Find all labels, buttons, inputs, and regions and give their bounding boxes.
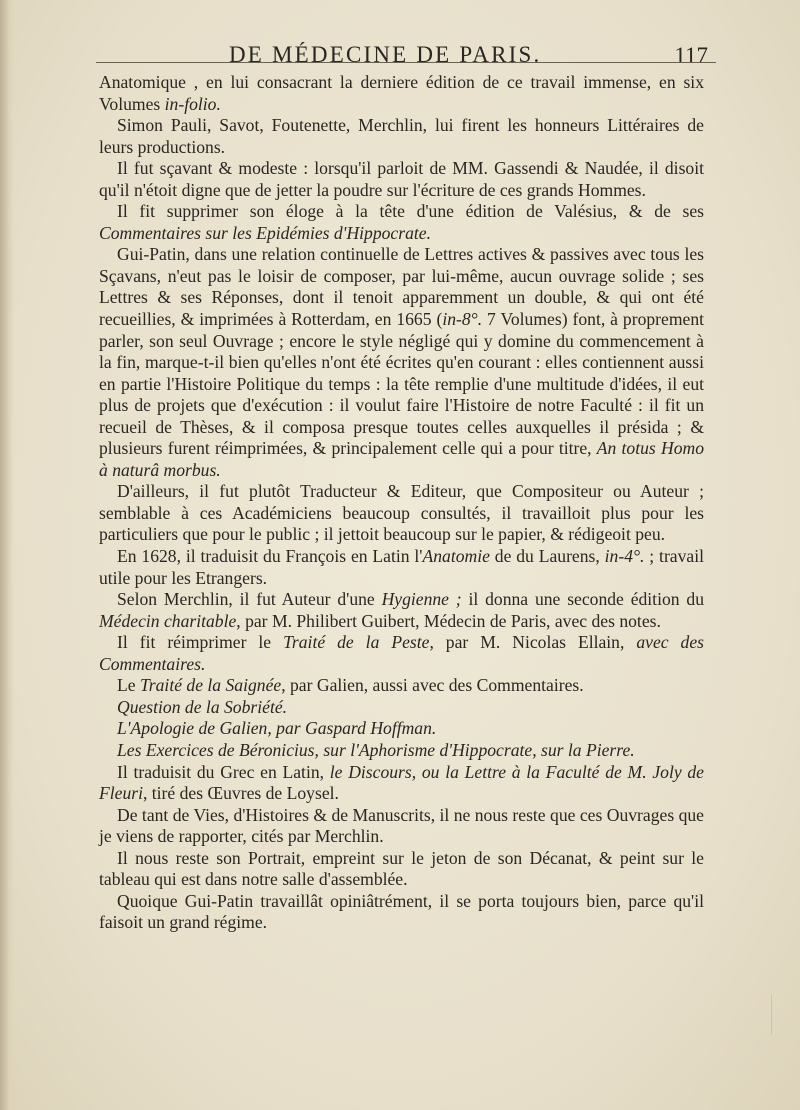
paragraph bbox=[99, 589, 704, 632]
paragraph bbox=[99, 546, 704, 589]
text-run: Il nous reste son Portrait, empreint sur le jeton de son Décanat, & peint sur le tableau qui est dans notre salle d'assemblée. bbox=[99, 847, 704, 890]
text-run: , par M. Nicolas Ellain, bbox=[429, 632, 637, 653]
italic-text: Question de la Sobriété. bbox=[117, 696, 288, 717]
paragraph bbox=[99, 675, 704, 697]
text-run: Anatomique , en lui consacrant la derniere édition de ce travail immense, en six Volumes bbox=[99, 72, 704, 114]
italic-text: avec des Commentaires. bbox=[99, 632, 704, 674]
italic-text: in-4°. bbox=[604, 546, 645, 567]
italic-text: L'Apologie de Galien, par Gaspard Hoffman. bbox=[117, 718, 437, 739]
text-run: D'ailleurs, il fut plutôt Traducteur & Editeur, que Compositeur ou Auteur ; semblable à ces Académiciens beaucoup consultés, il travailloit plus pour les particuliers que pour le public ; il jettoit beaucoup sur le papier, & rédigeoit peu. bbox=[99, 481, 704, 545]
paragraph bbox=[99, 697, 704, 719]
italic-text: Hygienne ; bbox=[381, 589, 462, 610]
italic-text: Traité de la Peste bbox=[283, 632, 430, 653]
text-run: Selon Merchlin, il fut Auteur d'une bbox=[117, 589, 382, 610]
text-run: , par M. Philibert Guibert, Médecin de Paris, avec des notes. bbox=[236, 610, 661, 631]
running-title: DE MÉDECINE DE PARIS. bbox=[229, 42, 542, 67]
text-run: Il traduisit du Grec en Latin, bbox=[117, 761, 330, 782]
paragraph bbox=[99, 718, 704, 740]
paper-mark bbox=[755, 995, 772, 1035]
paragraph bbox=[99, 115, 704, 158]
paragraph bbox=[99, 244, 704, 481]
text-run: Gui-Patin, dans une relation continuelle de Lettres actives & passives avec tous les Sçavans, n'eut pas le loisir de composer, par lui-même, aucun ouvrage solide ; ses Lettres & ses Réponses, dont il tenoit apparemment un double, & qui ont été recueillies, & imprimées à Rotterdam, en 1665 ( bbox=[99, 244, 704, 330]
text-run: 7 Volumes) font, à proprement parler, son seul Ouvrage ; encore le style négligé qui y domine du commencement à la fin, marque-t-il bien qu'elles n'ont été écrites qu'en courant : elles contiennent aussi en partie l'Histoire Politique du temps : la tête remplie d'une multitude d'idées, il eut plus de projets que d'exécution : il voulut faire l'Histoire de notre Faculté : il fit un recueil de Thèses, & il composa presque toutes celles auxquelles il présida ; & plusieurs furent réimprimées, & principalement celle qui a pour titre, bbox=[99, 309, 705, 459]
italic-text: Médecin charitable bbox=[99, 610, 237, 631]
paragraph bbox=[99, 762, 704, 805]
text-run: , tiré des Œuvres de Loysel. bbox=[142, 783, 339, 804]
paragraph bbox=[99, 805, 704, 848]
italic-text: Traité de la Saignée bbox=[139, 675, 282, 696]
paragraph bbox=[99, 481, 704, 546]
page-header bbox=[96, 38, 760, 72]
paragraph bbox=[99, 891, 704, 934]
text-run: Il fit réimprimer le bbox=[117, 632, 284, 653]
italic-text: Les Exercices de Béronicius, sur l'Aphorisme d'Hippocrate, sur la Pierre. bbox=[117, 739, 635, 760]
text-run: Le bbox=[117, 675, 140, 696]
italic-text: le Discours, ou la Lettre à la Faculté de M. Joly de Fleuri bbox=[99, 761, 704, 804]
italic-text: in-8°. bbox=[442, 309, 483, 330]
paragraph bbox=[99, 848, 704, 891]
paragraph bbox=[99, 632, 704, 675]
italic-text: An totus Homo à naturâ morbus. bbox=[99, 438, 704, 480]
italic-text: in-folio. bbox=[164, 93, 221, 114]
text-run: Simon Pauli, Savot, Foutenette, Merchlin, lui firent les honneurs Littéraires de leurs productions. bbox=[99, 115, 704, 157]
text-run: , par Galien, aussi avec des Commentaires. bbox=[281, 675, 584, 696]
text-run: Il fut sçavant & modeste : lorsqu'il parloit de MM. Gassendi & Naudée, il disoit qu'il n'étoit digne que de jetter la poudre sur l'écriture de ces grands Hommes. bbox=[99, 158, 704, 200]
paragraph bbox=[99, 72, 704, 115]
page-number: 117 bbox=[674, 43, 708, 68]
paragraph bbox=[99, 201, 704, 244]
text-run: il donna une seconde édition du bbox=[461, 589, 704, 610]
header-rule bbox=[96, 62, 716, 63]
text-run: Il fit supprimer son éloge à la tête d'une édition de Valésius, & de ses bbox=[117, 201, 704, 222]
text-run: Quoique Gui-Patin travaillât opiniâtrément, il se porta toujours bien, parce qu'il faisoit un grand régime. bbox=[99, 890, 704, 933]
text-run: ; travail utile pour les Etrangers. bbox=[99, 546, 704, 588]
body-text bbox=[99, 72, 704, 934]
text-run: De tant de Vies, d'Histoires & de Manuscrits, il ne nous reste que ces Ouvrages que je viens de rapporter, cités par Merchlin. bbox=[99, 804, 704, 847]
paragraph bbox=[99, 158, 704, 201]
paragraph bbox=[99, 740, 704, 762]
text-run: de du Laurens, bbox=[489, 546, 605, 567]
text-run: En 1628, il traduisit du François en Latin l' bbox=[117, 546, 423, 567]
italic-text: Anatomie bbox=[422, 546, 490, 567]
italic-text: Commentaires sur les Epidémies d'Hippocrate. bbox=[99, 222, 431, 243]
